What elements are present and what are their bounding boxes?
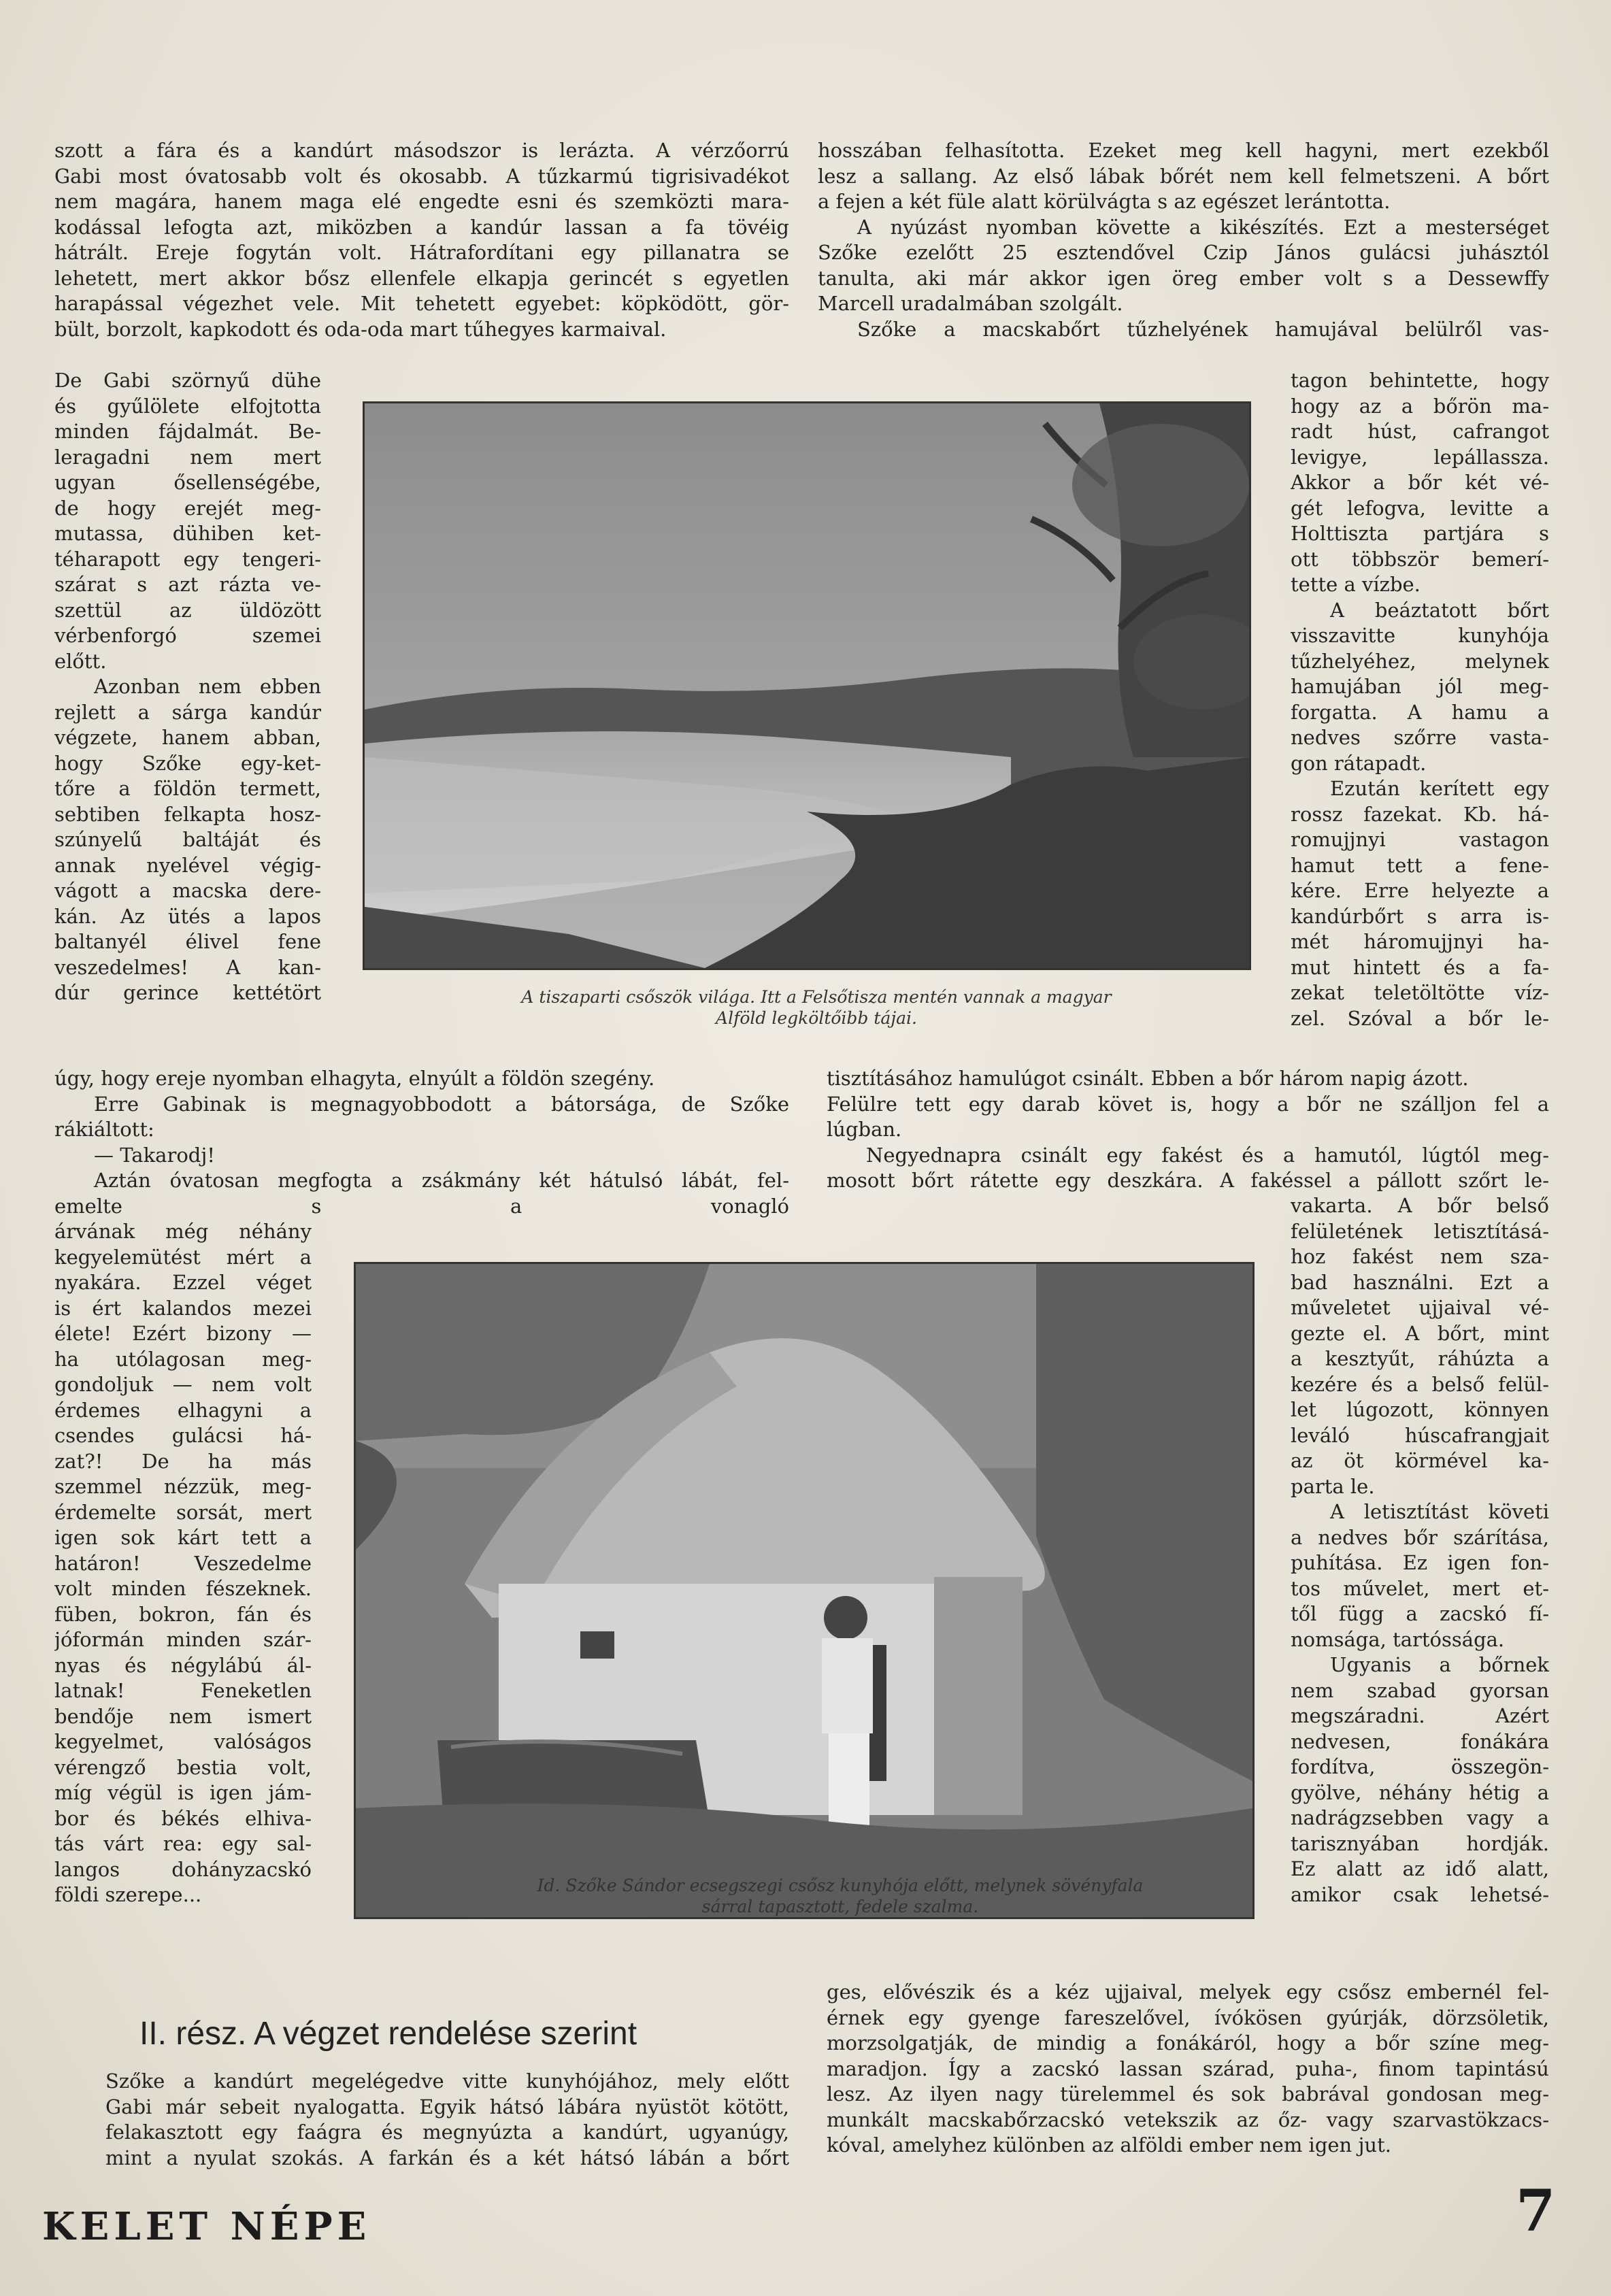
- right-column-middle-text: [827, 1066, 1549, 1194]
- text-line: Negyednapra csinált egy fakést és a hamutól, lúgtól meg-: [866, 1143, 1549, 1167]
- text-line: tanulta, aki már akkor igen öreg ember volt s a Dessewffy: [818, 266, 1549, 290]
- text-line: tagon behintette, hogy: [1291, 369, 1549, 392]
- text-line: rossz fazekat. Kb. há-: [1291, 802, 1549, 826]
- text-line: tos művelet, mert et-: [1291, 1576, 1549, 1600]
- text-line: kegyelemütést mért a: [54, 1245, 312, 1269]
- text-line: Ezután kerített egy: [1330, 777, 1549, 800]
- text-line: forgatta. A hamu a: [1291, 700, 1549, 724]
- text-line: A beáztatott bőrt: [1330, 598, 1549, 622]
- text-line: lesz. Az ilyen nagy türelemmel és sok babrával gondosan meg-: [827, 2082, 1549, 2106]
- text-line: hosszában felhasította. Ezeket meg kell hagyni, mert ezekből: [818, 139, 1549, 162]
- text-line: Erre Gabinak is megnagyobbodott a bátorsága, de Szőke: [94, 1092, 789, 1116]
- text-line: maradjon. Így a zacskó lassan szárad, puha-, finom tapintású: [827, 2057, 1549, 2080]
- text-line: csendes gulácsi há-: [54, 1424, 312, 1447]
- text-line: tarisznyában hordják.: [1291, 1831, 1549, 1855]
- text-line: munkált macskabőrzacskó vetekszik az őz- vagy szarvastökzacs-: [827, 2108, 1549, 2131]
- text-line: Azonban nem ebben: [94, 675, 321, 698]
- text-line: morzsolgatják, de mindig a fonákáról, hogy a bőr színe meg-: [827, 2031, 1549, 2054]
- text-line: hogy az a bőrön ma-: [1291, 394, 1549, 418]
- text-line: mutassa, dühiben ket-: [54, 522, 321, 545]
- text-line: Aztán óvatosan megfogta a zsákmány két hátulsó lábát, fel-: [94, 1169, 789, 1192]
- text-line: A letisztítást követi: [1330, 1500, 1549, 1523]
- text-line: kodással lefogta azt, miközben a kandúr lassan a fa tövéig: [54, 215, 789, 239]
- right-column-wrap-text: [1291, 368, 1549, 1031]
- text-line: leragadni nem mert: [54, 445, 321, 469]
- hut-photo-caption: Id. Szőke Sándor ecsegszegi csősz kunyhója előtt, melynek sövényfala sárral tapasztott, fedele szalma.: [537, 1876, 1144, 1916]
- text-line: téharapott egy tengeri-: [54, 547, 321, 571]
- text-line: bült, borzolt, kapkodott és oda-oda mart tűhegyes karmaival.: [54, 317, 667, 341]
- text-line: megszáradni. Azért: [1291, 1704, 1549, 1727]
- text-line: nomsága, tartóssága.: [1291, 1627, 1505, 1651]
- page-number: 7: [1516, 2177, 1556, 2244]
- text-line: A nyúzást nyomban követte a kikészítés. Ezt a mesterséget: [857, 215, 1549, 239]
- text-line: rákiáltott:: [54, 1118, 154, 1141]
- text-line: szárat s azt rázta ve-: [54, 573, 321, 596]
- text-line: lúgban.: [827, 1118, 902, 1141]
- text-line: Felülre tett egy darab követ is, hogy a bőr ne szálljon fel a: [827, 1092, 1549, 1116]
- text-line: a nedves bőr szárítása,: [1291, 1525, 1549, 1549]
- text-line: veszedelmes! A kan-: [54, 955, 321, 979]
- text-line: kandúrbőrt s arra is-: [1291, 904, 1549, 928]
- text-line: baltanyél élivel fene: [54, 930, 321, 953]
- text-line: nedvesen, fonákára: [1291, 1729, 1549, 1753]
- river-photo-caption: A tiszaparti csőszök világa. Itt a Felsőtisza mentén vannak a magyar Alföld legköltőibb tájai.: [521, 987, 1112, 1028]
- text-line: romujjnyi vastagon: [1291, 828, 1549, 851]
- text-line: let lúgozott, könnyen: [1291, 1398, 1549, 1421]
- text-line: gezte el. A bőrt, mint: [1291, 1321, 1549, 1345]
- text-line: mét háromujjnyi ha-: [1291, 930, 1549, 953]
- text-line: Marcell uradalmában szolgált.: [818, 292, 1123, 315]
- text-line: volt minden fészeknek.: [54, 1577, 312, 1600]
- text-line: Akkor a bőr két vé-: [1291, 471, 1549, 494]
- text-line: fordítva, összegön-: [1291, 1755, 1549, 1778]
- river-landscape-photo: [363, 401, 1251, 970]
- text-line: zekat teletöltötte víz-: [1291, 981, 1549, 1004]
- text-line: előtt.: [54, 649, 107, 673]
- text-line: minden fájdalmát. Be-: [54, 420, 321, 443]
- text-line: felületének letisztításá-: [1291, 1219, 1549, 1243]
- magazine-name: KELET NÉPE: [42, 2204, 371, 2249]
- text-line: nadrágzsebben vagy a: [1291, 1806, 1549, 1829]
- text-line: tisztításához hamulúgot csinált. Ebben a bőr három napig ázott.: [827, 1067, 1469, 1090]
- text-line: től függ a zacskó fí-: [1291, 1602, 1549, 1625]
- text-line: zat?! De ha más: [54, 1449, 312, 1473]
- text-line: nem szabad gyorsan: [1291, 1678, 1549, 1702]
- text-line: határon! Veszedelme: [54, 1551, 312, 1575]
- text-line: kegyelmet, valóságos: [54, 1730, 312, 1753]
- text-line: harapással végezhet vele. Mit tehetett egyebet: köpködött, gör-: [54, 292, 789, 315]
- text-line: kezére és a belső felül-: [1291, 1372, 1549, 1396]
- text-line: bor és békés elhiva-: [54, 1806, 312, 1830]
- text-line: — Takarodj!: [94, 1143, 215, 1167]
- text-line: élete! Ezért bizony —: [54, 1322, 312, 1345]
- text-line: tette a vízbe.: [1291, 573, 1421, 596]
- text-line: műveletet ujjaival vé-: [1291, 1296, 1549, 1319]
- text-line: hoz fakést nem sza-: [1291, 1245, 1549, 1268]
- text-line: Szőke a kandúrt megelégedve vitte kunyhójához, mely előtt: [105, 2069, 789, 2093]
- text-line: az öt körmével ka-: [1291, 1449, 1549, 1472]
- text-line: érdemelte sorsát, mert: [54, 1500, 312, 1524]
- text-line: felakasztott egy faágra és megnyúzta a kandúrt, ugyanúgy,: [105, 2120, 789, 2144]
- text-line: hamujában jól meg-: [1291, 675, 1549, 698]
- text-line: ugyan ősellenségébe,: [54, 471, 321, 494]
- text-line: mosott bőrt rátette egy deszkára. A fakéssel a pállott szőrt le-: [827, 1169, 1549, 1192]
- text-line: radt húst, cafrangot: [1291, 420, 1549, 443]
- text-line: úgy, hogy ereje nyomban elhagyta, elnyúlt a földön szegény.: [54, 1067, 655, 1090]
- text-line: hamut tett a fene-: [1291, 853, 1549, 877]
- left-column-middle-text: [54, 1066, 789, 1219]
- text-line: ott többször bemerí-: [1291, 547, 1549, 571]
- text-line: rejlett a sárga kandúr: [54, 700, 321, 724]
- text-line: De Gabi szörnyű dühe: [54, 369, 321, 392]
- text-line: hogy Szőke egy-ket-: [54, 751, 321, 775]
- text-line: Gabi már sebeit nyalogatta. Egyik hátsó lábára nyüstöt kötött,: [105, 2095, 789, 2118]
- text-line: Szőke ezelőtt 25 esztendővel Czip János gulácsi juhásztól: [818, 241, 1549, 264]
- left-column-bottom-text: [105, 2069, 789, 2171]
- thatched-hut-photo: [354, 1262, 1255, 1919]
- text-line: nedves szőrre vasta-: [1291, 726, 1549, 749]
- text-line: Ez alatt az idő alatt,: [1291, 1857, 1549, 1880]
- left-column-lower-wrap-text: [54, 1219, 312, 1908]
- text-line: és gyűlölete elfojtotta: [54, 394, 321, 418]
- text-line: gondoljuk — nem volt: [54, 1373, 312, 1396]
- text-line: végzete, hanem abban,: [54, 726, 321, 749]
- text-line: jóformán minden szár-: [54, 1628, 312, 1651]
- text-line: lesz a sallang. Az első lábak bőrét nem kell felmetszeni. A bőrt: [818, 164, 1549, 188]
- text-line: Szőke a macskabőrt tűzhelyének hamujával belülről vas-: [857, 317, 1549, 341]
- text-line: tűzhelyéhez, melynek: [1291, 649, 1549, 673]
- text-line: szettül az üldözött: [54, 598, 321, 622]
- text-line: de hogy erejét meg-: [54, 496, 321, 520]
- text-line: lehetett, mert akkor bősz ellenfele elkapja gerincét s egyetlen: [54, 266, 789, 290]
- text-line: kére. Erre helyezte a: [1291, 879, 1549, 902]
- text-line: ha utólagosan meg-: [54, 1347, 312, 1371]
- text-line: árvának még néhány: [54, 1220, 312, 1243]
- text-line: gyölve, néhány hétig a: [1291, 1780, 1549, 1804]
- text-line: Ugyanis a bőrnek: [1330, 1653, 1549, 1676]
- text-line: kóval, amelyhez különben az alföldi ember nem igen jut.: [827, 2133, 1391, 2157]
- text-line: szemmel nézzük, meg-: [54, 1475, 312, 1498]
- text-line: nem magára, hanem maga elé engedte esni és szemközti mara-: [54, 190, 789, 213]
- right-column-top-text: [818, 138, 1549, 342]
- text-line: latnak! Feneketlen: [54, 1679, 312, 1702]
- text-line: igen sok kárt tett a: [54, 1526, 312, 1549]
- text-line: gon rátapadt.: [1291, 751, 1427, 775]
- left-column-top-text: [54, 138, 789, 342]
- text-line: füben, bokron, fán és: [54, 1602, 312, 1626]
- text-line: amikor csak lehetsé-: [1291, 1882, 1549, 1906]
- text-line: vágott a macska dere-: [54, 879, 321, 902]
- text-line: emelte s a vonagló: [54, 1194, 789, 1218]
- text-line: puhítása. Ez igen fon-: [1291, 1551, 1549, 1574]
- text-line: annak nyelével végig-: [54, 853, 321, 877]
- text-line: szúnyelű baltáját és: [54, 828, 321, 851]
- text-line: vakarta. A bőr belső: [1291, 1194, 1549, 1217]
- text-line: hátrált. Ereje fogytán volt. Hátrafordítani egy pillanatra se: [54, 241, 789, 264]
- text-line: földi szerepe...: [54, 1883, 202, 1906]
- text-line: parta le.: [1291, 1474, 1375, 1498]
- text-line: vérengző bestia volt,: [54, 1755, 312, 1779]
- text-line: kán. Az ütés a lapos: [54, 904, 321, 928]
- text-line: bendője nem ismert: [54, 1704, 312, 1728]
- text-line: ges, elővészik és a kéz ujjaival, melyek egy csősz embernél fel-: [827, 1980, 1549, 2003]
- text-line: szott a fára és a kandúrt másodszor is lerázta. A vérzőorrú: [54, 139, 789, 162]
- text-line: levigye, lepállassza.: [1291, 445, 1549, 469]
- text-line: érnek egy gyenge fareszelővel, ívókösen gyúrják, dörzsöletik,: [827, 2006, 1549, 2029]
- section-heading: II. rész. A végzet rendelése szerint: [139, 2016, 637, 2052]
- text-line: visszavitte kunyhója: [1291, 624, 1549, 647]
- text-line: tás várt rea: egy sal-: [54, 1832, 312, 1855]
- text-line: mut hintett és a fa-: [1291, 955, 1549, 979]
- text-line: a kesztyűt, ráhúzta a: [1291, 1347, 1549, 1370]
- text-line: bad használni. Ezt a: [1291, 1270, 1549, 1294]
- text-line: Gabi most óvatosabb volt és okosabb. A tűzkarmú tigrisivadékot: [54, 164, 789, 188]
- text-line: nyas és négylábú ál-: [54, 1653, 312, 1677]
- text-line: érdemes elhagyni a: [54, 1398, 312, 1422]
- text-line: a fejen a két füle alatt körülvágta s az egészet lerántotta.: [818, 190, 1391, 213]
- text-line: sebtiben felkapta hosz-: [54, 802, 321, 826]
- text-line: langos dohányzacskó: [54, 1857, 312, 1881]
- text-line: mint a nyulat szokás. A farkán és a két hátsó lábán a bőrt: [105, 2146, 789, 2169]
- text-line: is ért kalandos mezei: [54, 1296, 312, 1320]
- text-line: leváló húscafrangjait: [1291, 1423, 1549, 1447]
- right-column-lower-wrap-text: [1291, 1193, 1549, 1908]
- text-line: zel. Szóval a bőr le-: [1291, 1006, 1549, 1030]
- text-line: nyakára. Ezzel véget: [54, 1271, 312, 1294]
- text-line: Holttiszta partjára s: [1291, 522, 1549, 545]
- left-column-wrap-text: [54, 368, 321, 1006]
- text-line: dúr gerince kettétört: [54, 981, 321, 1004]
- text-line: gét lefogva, levitte a: [1291, 496, 1549, 520]
- text-line: míg végül is igen jám-: [54, 1781, 312, 1804]
- right-column-bottom-text: [827, 1980, 1549, 2159]
- text-line: vérbenforgó szemei: [54, 624, 321, 647]
- text-line: tőre a földön termett,: [54, 777, 321, 800]
